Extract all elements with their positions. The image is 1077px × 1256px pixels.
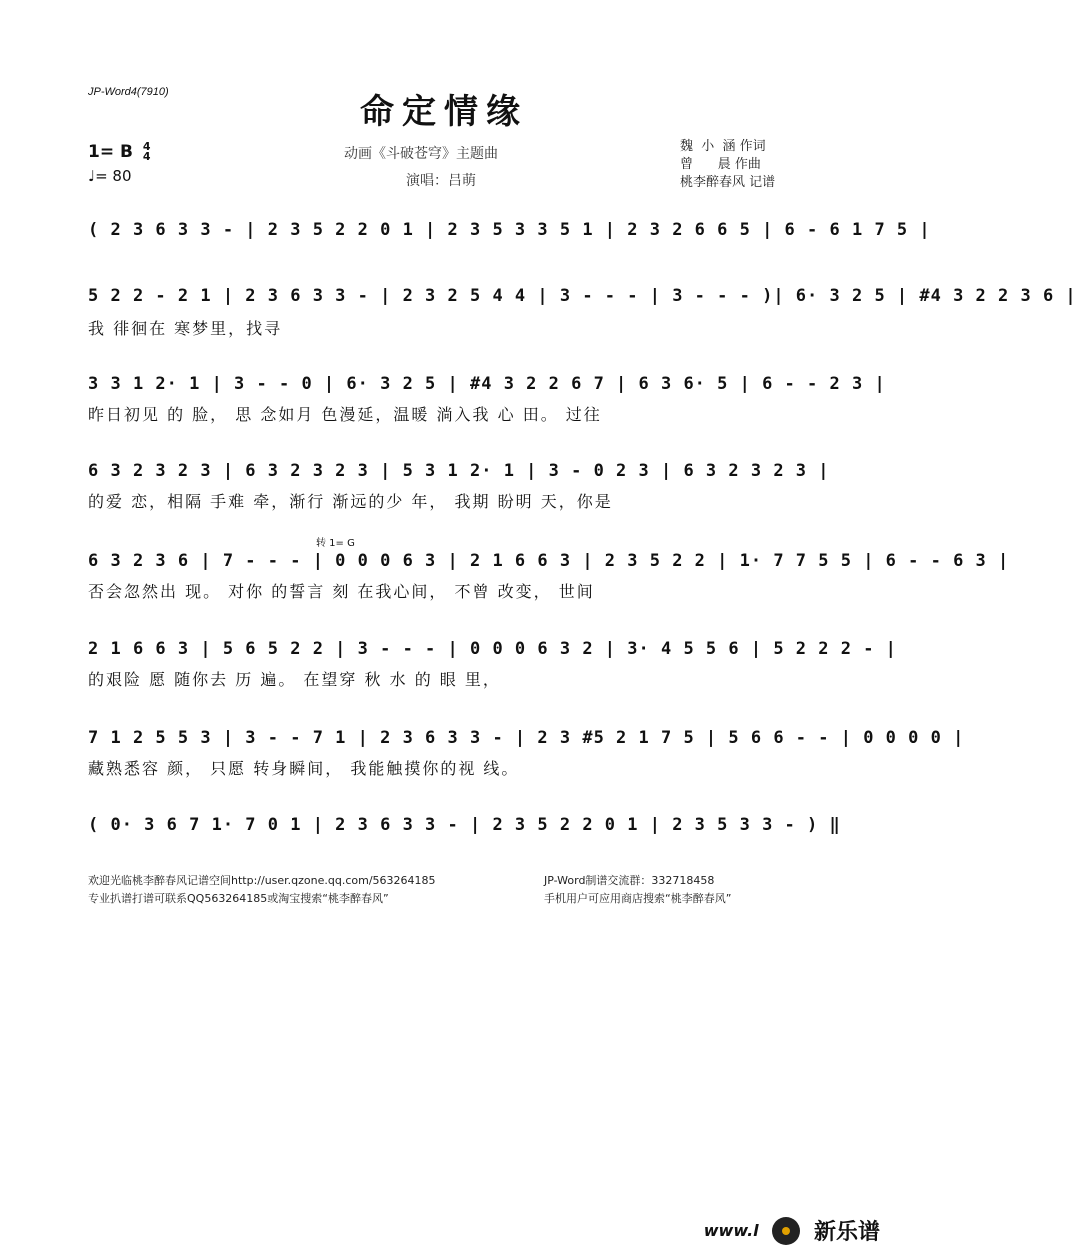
site-watermark	[704, 1215, 880, 1246]
music-line-5: 6 3 2 3 6 | 7 - - - | 0 0 0 6 3 | 2 1 6 6 3 | 2 3 5 2 2 | 1· 7 7 5 5 | 6 - - 6 3 |	[88, 551, 1010, 571]
music-line-2: 5 2 2 - 2 1 | 2 3 6 3 3 - | 2 3 2 5 4 4 | 3 - - - | 3 - - - )| 6· 3 2 5 | #4 3 2 2 3 6 |	[88, 286, 1077, 306]
music-line-7: 7 1 2 5 5 3 | 3 - - 7 1 | 2 3 6 3 3 - | 2 3 #5 2 1 7 5 | 5 6 6 - - | 0 0 0 0 |	[88, 728, 965, 748]
song-subtitle: 动画《斗破苍穹》主题曲	[344, 146, 498, 162]
credits-block	[680, 138, 775, 192]
song-title: 命定情缘	[360, 92, 528, 132]
lyric-line-4: 的爱 恋，相隔 手难 牵，渐行 渐远的少 年， 我期 盼明 天，你是	[88, 492, 613, 511]
lyric-line-6: 的艰险 愿 随你去 历 遍。 在望穿 秋 水 的 眼 里，	[88, 670, 501, 689]
footer-line-1-left: 欢迎光临桃李醉春风记谱空间http://user.qzone.qq.com/563264185	[88, 874, 436, 887]
watermark-brand: 新乐谱	[813, 1220, 880, 1245]
music-line-1: ( 2 3 6 3 3 - | 2 3 5 2 2 0 1 | 2 3 5 3 3 5 1 | 2 3 2 6 6 5 | 6 - 6 1 7 5 |	[88, 220, 931, 240]
end-barline: ‖	[829, 815, 841, 835]
music-line-3: 3 3 1 2· 1 | 3 - - 0 | 6· 3 2 5 | #4 3 2 2 6 7 | 6 3 6· 5 | 6 - - 2 3 |	[88, 374, 886, 394]
music-line-4: 6 3 2 3 2 3 | 6 3 2 3 2 3 | 5 3 1 2· 1 | 3 - 0 2 3 | 6 3 2 3 2 3 |	[88, 461, 830, 481]
lyric-line-5: 否会忽然出 现。 对你 的誓言 刻 在我心间， 不曾 改变， 世间	[88, 582, 595, 601]
lyric-line-2: 我 徘徊在 寒梦里，找寻	[88, 319, 283, 338]
transcriber-credit: 桃李醉春风 记谱	[680, 175, 776, 190]
software-label: JP-Word4(7910)	[88, 86, 169, 98]
key-signature	[88, 142, 151, 162]
tempo-marking: ♩= 80	[88, 167, 132, 185]
time-signature-bottom: 4	[142, 150, 151, 163]
lyric-line-7: 藏熟悉容 颜， 只愿 转身瞬间， 我能触摸你的视 线。	[88, 759, 520, 778]
singer-credit: 演唱：吕萌	[406, 173, 476, 189]
footer-line-1-right: JP-Word制谱交流群：332718458	[544, 874, 715, 887]
time-signature-top: 4	[142, 140, 151, 153]
composer-credit: 曾 晨 作曲	[680, 157, 761, 172]
footer-line-2-left: 专业扒谱打谱可联系QQ563264185或淘宝搜索“桃李醉春风”	[88, 892, 389, 905]
music-line-8-notes: ( 0· 3 6 7 1· 7 0 1 | 2 3 6 3 3 - | 2 3 5 2 2 0 1 | 2 3 5 3 3 - )	[88, 815, 819, 835]
music-line-6: 2 1 6 6 3 | 5 6 5 2 2 | 3 - - - | 0 0 0 6 3 2 | 3· 4 5 5 6 | 5 2 2 2 - |	[88, 639, 897, 659]
modulation-marking: 转 1= G	[316, 538, 355, 549]
time-signature	[143, 142, 151, 162]
record-logo-icon	[772, 1217, 800, 1245]
footer-line-2-right: 手机用户可应用商店搜索“桃李醉春风”	[544, 892, 732, 905]
lyricist-credit: 魏 小 涵 作词	[680, 139, 766, 154]
music-line-8	[88, 815, 841, 835]
key-label: 1= B	[88, 142, 133, 162]
watermark-url: www.l	[703, 1221, 759, 1240]
lyric-line-3: 昨日初见 的 脸， 思 念如月 色漫延，温暖 淌入我 心 田。 过往	[88, 405, 602, 424]
